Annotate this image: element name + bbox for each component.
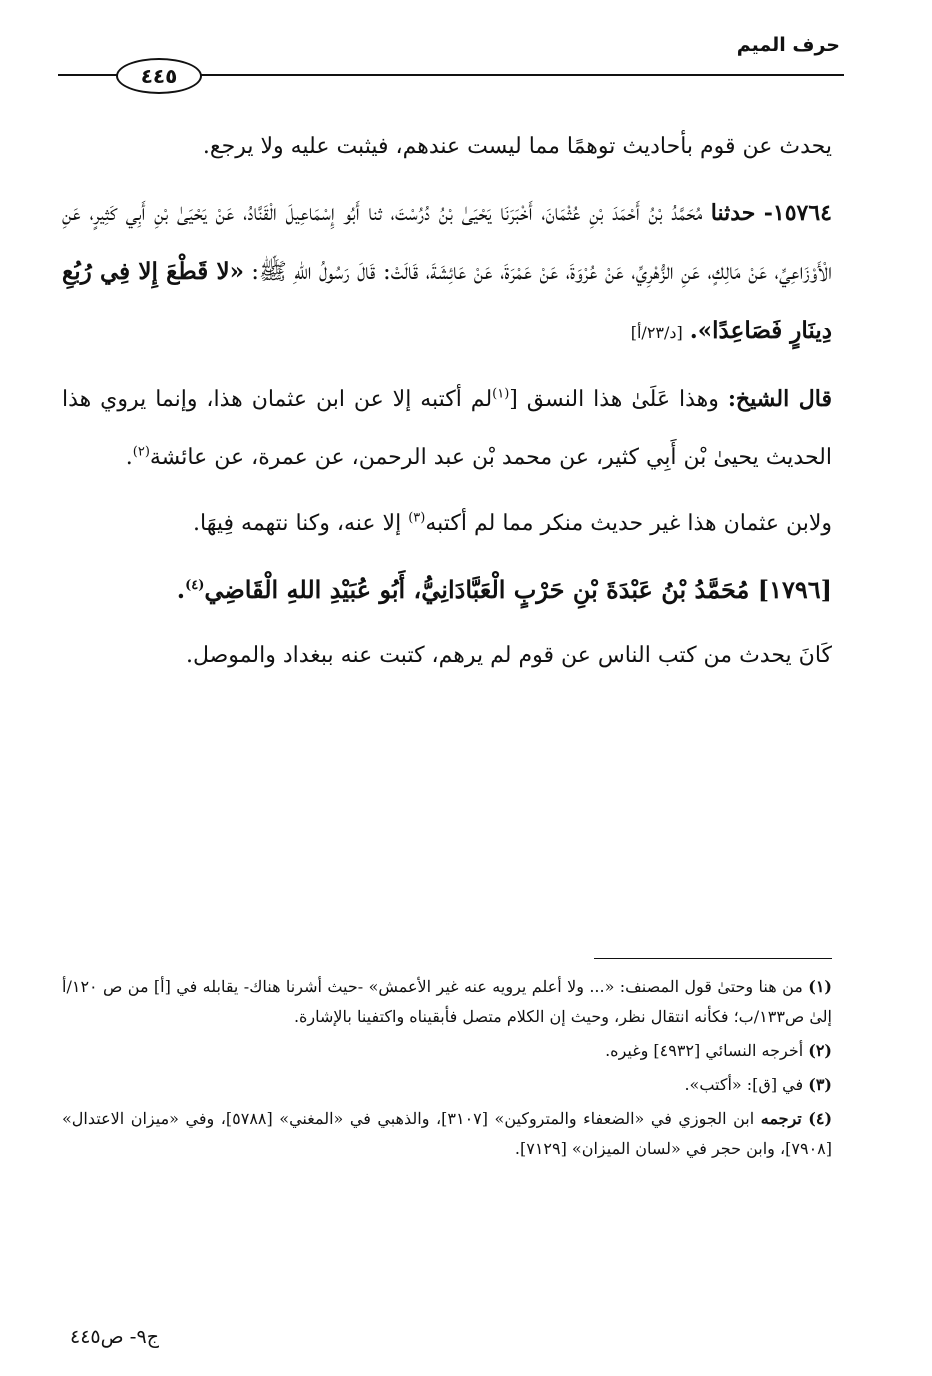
- footnote-marker-3[interactable]: (٣): [408, 510, 426, 526]
- footnote-4: [62, 1104, 832, 1164]
- sheikh-comment-b: لم أكتبه إلا عن ابن عثمان هذا، وإنما يروي هذا الحديث يحيىٰ بْن أَبِي كثير، عن محمد بْن عبد الرحمن، عن عمرة، عن عائشة: [62, 387, 832, 470]
- footnote-marker-2[interactable]: (٢): [132, 444, 150, 460]
- biography-heading: [62, 561, 832, 619]
- biography-paragraph: كَانَ يحدث من كتب الناس عن قوم لم يرهم، كتبت عنه ببغداد والموصل.: [185, 643, 832, 668]
- footnote-text: من هنا وحتىٰ قول المصنف: «... ولا أعلم يرويه عنه غير الأعمش» -حيث أشرنا هناك- يقابله في [أ] من ص ١٢٠/أ إلىٰ ص١٣٣/ب؛ فكأنه انتقال نظر، وحيث إن الكلام متصل فأبقيناه واكتفينا بالإشارة.: [62, 977, 832, 1026]
- footnote-number: (٤): [808, 1109, 833, 1128]
- hadith-number: ١٥٧٦٤-: [763, 200, 832, 226]
- hadith-matn: «لا قَطْعَ إِلا فِي رُبُعِ دِينَارٍ فَصَاعِدًا».: [62, 258, 832, 344]
- footnote-text: ابن الجوزي في «الضعفاء والمتروكين» [٣١٠٧]، والذهبي في «المغني» [٥٧٨٨]، وفي «ميزان الاعتدال» [٧٩٠٨]، وابن حجر في «لسان الميزان» [٧١٢٩].: [62, 1109, 832, 1158]
- footnote-number: (٣): [808, 1075, 832, 1094]
- running-header-title: حرف الميم: [736, 34, 840, 56]
- ibn-uthman-b: إلا عنه، وكنا نتهمه فِيهَا.: [193, 511, 409, 536]
- ibn-uthman-a: ولابن عثمان هذا غير حديث منكر مما لم أكتبه: [425, 511, 832, 536]
- footnote-text: أخرجه النسائي [٤٩٣٢] وغيره.: [605, 1041, 804, 1060]
- footnote-number: (١): [808, 977, 832, 996]
- footnotes: [62, 972, 832, 1168]
- biography-end: .: [176, 575, 186, 604]
- manuscript-ref: [د/٢٣/أ]: [630, 323, 683, 342]
- sheikh-comment-a: وهذا عَلَىٰ هذا النسق [: [509, 387, 719, 412]
- hadith-paragraph: [62, 184, 832, 362]
- footnote-2: [62, 1036, 832, 1066]
- sheikh-comment-paragraph: [62, 370, 832, 487]
- main-text: [62, 118, 832, 693]
- footnote-separator: [594, 958, 832, 959]
- footnote-text: في [ق]: «أكتب».: [684, 1075, 804, 1094]
- paragraph-intro: يحدث عن قوم بأحاديث توهمًا مما ليست عندهم، فيثبت عليه ولا يرجع.: [202, 134, 832, 159]
- footnote-lead: ترجمه: [760, 1109, 802, 1128]
- footnote-marker-1[interactable]: (١): [492, 386, 510, 402]
- footnote-marker-4[interactable]: (٤): [185, 578, 205, 593]
- footnote-number: (٢): [808, 1041, 832, 1060]
- volume-page-ref: ج٩- ص٤٤٥: [70, 1326, 159, 1348]
- sheikh-lead: قال الشيخ:: [727, 386, 833, 412]
- hadith-lead-word: حدثنا: [710, 200, 756, 226]
- ibn-uthman-paragraph: [62, 495, 832, 553]
- sheikh-comment-end: .: [125, 445, 133, 470]
- page-number-badge: ٤٤٥: [116, 58, 202, 94]
- biography-name: [١٧٩٦] مُحَمَّدُ بْنُ عَبْدَةَ بْنِ حَرْبٍ الْعَبَّادَانِيُّ، أَبُو عُبَيْدِ اللهِ الْقَاضِي: [204, 575, 832, 604]
- hadith-isnad: مُحَمَّدُ بْنُ أَحْمَدَ بْنِ عُثْمَانَ، أَخْبَرَنَا يَحْيَىٰ بْنُ دُرُسْتَ، ثنا أَبُو إِسْمَاعِيلَ الْقَنَّادُ، عَنْ يَحْيَىٰ بْنِ أَبِي كَثِيرٍ، عَنِ الْأَوْزَاعِيِّ، عَنْ مَالِكٍ، عَنِ الزُّهْرِيِّ، عَنْ عُرْوَةَ، عَنْ عَمْرَةَ، عَنْ عَائِشَةَ، قَالَتْ: قَالَ رَسُولُ اللهِ ﷺ:: [62, 200, 832, 285]
- footnote-3: [62, 1070, 832, 1100]
- footnote-1: [62, 972, 832, 1032]
